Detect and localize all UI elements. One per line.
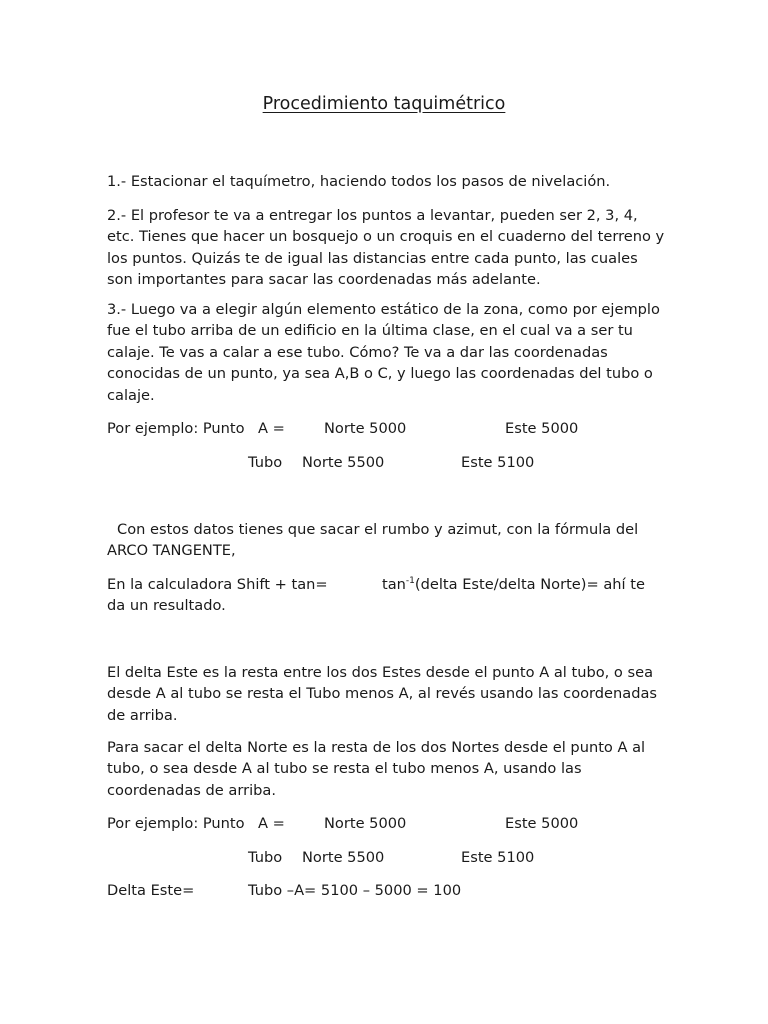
example-1-east: Este 5000 [505,420,579,437]
example-2-east: Este 5000 [505,815,579,832]
document-title: Procedimiento taquimétrico [262,94,506,114]
rumbo-text: Con estos datos tienes que sacar el rumbo y azimut, con la fórmula del ARCO TANGENTE, [107,521,639,560]
delta-norte-text: Para sacar el delta Norte es la resta de los dos Nortes desde el punto A al tubo, o sea desde A al tubo se resta el tubo menos A, usando las coordenadas de arriba. [107,739,646,799]
example-1-point: A = [258,420,285,437]
calc-line-2: da un resultado. [107,597,226,614]
example-2-north: Norte 5000 [324,815,407,832]
example-1-north: Norte 5000 [324,420,407,437]
example-2-tube-east: Este 5100 [461,849,535,866]
calc-formula-text: (delta Este/delta Norte)= ahí te [414,576,645,593]
step-3-text: 3.- Luego va a elegir algún elemento estático de la zona, como por ejemplo fue el tubo arriba de un edificio en la última clase, en el cual va a ser tu calaje. Te vas a calar a ese tubo. Cómo? Te va a dar las coordenadas conocidas de un punto, ya sea A,B o C, y luego las coordenadas del tubo o calaje. [107,301,660,404]
calc-formula [382,574,645,595]
example-1-label: Por ejemplo: Punto [107,420,245,437]
example-2-point: A = [258,815,285,832]
example-2-tube-label: Tubo [248,849,283,866]
example-1-tube-east: Este 5100 [461,454,535,471]
calc-tan: tan [382,576,406,593]
delta-este-calc-label: Delta Este= [107,882,195,899]
step-1-text: 1.- Estacionar el taquímetro, haciendo todos los pasos de nivelación. [107,173,611,190]
example-1-tube-north: Norte 5500 [302,454,385,471]
example-1-tube-label: Tubo [248,454,283,471]
calc-prefix: En la calculadora Shift + tan= [107,576,328,593]
delta-este-calc-expression: Tubo –A= 5100 – 5000 = 100 [248,882,462,899]
example-2-tube-north: Norte 5500 [302,849,385,866]
delta-este-text: El delta Este es la resta entre los dos Estes desde el punto A al tubo, o sea desde A al tubo se resta el Tubo menos A, al revés usando las coordenadas de arriba. [107,664,658,724]
calc-superscript: -1 [405,576,415,586]
step-2-text: 2.- El profesor te va a entregar los puntos a levantar, pueden ser 2, 3, 4, etc. Tienes que hacer un bosquejo o un croquis en el cuaderno del terreno y los puntos. Quizás te de igual las distancias entre cada punto, las cuales son importantes para sacar las coordenadas más adelante. [107,207,665,289]
example-2-label: Por ejemplo: Punto [107,815,245,832]
